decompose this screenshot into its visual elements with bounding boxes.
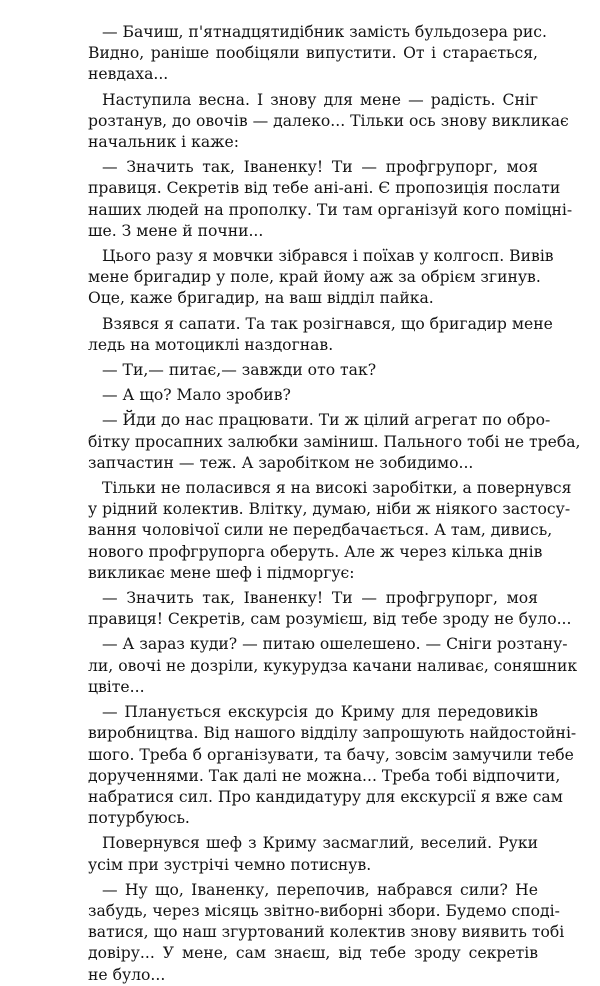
text-line: Взявся я сапати. Та так розігнався, що бригадир мене xyxy=(102,314,553,333)
text-line: бітку просапних залюбки заміниш. Пального тобі не треба, xyxy=(88,432,581,451)
text-line: мене бригадир у поле, край йому аж за обрієм згинув. xyxy=(88,268,541,287)
paragraph xyxy=(88,385,538,406)
text-line: наших людей на прополку. Ти там організуй кого поміцні- xyxy=(88,200,573,219)
paragraph xyxy=(88,157,573,242)
text-line: — Ти,— питає,— завжди ото так? xyxy=(102,361,377,380)
paragraph xyxy=(88,833,538,875)
text-line: — А що? Мало зробив? xyxy=(102,386,291,405)
paragraph xyxy=(88,634,578,698)
text-line: виробництва. Від нашого відділу запрошують найдостойні- xyxy=(88,724,577,743)
text-line: правиця. Секретів від тебе ані-ані. Є пропозиція послати xyxy=(88,179,561,198)
text-line: усім при зустрічі чемно потиснув. xyxy=(88,855,372,874)
paragraph xyxy=(88,702,577,829)
paragraph xyxy=(88,410,581,474)
text-line: цвіте... xyxy=(88,677,145,696)
text-line: запчастин — теж. А заробітком не зобидимо... xyxy=(88,453,474,472)
text-line: ледь на мотоциклі наздогнав. xyxy=(88,335,334,354)
paragraph xyxy=(88,588,572,630)
text-line: ли, овочі не дозріли, кукурудза качани наливає, соняшник xyxy=(88,656,578,675)
text-line: нового профгрупорга оберуть. Але ж через кілька днів xyxy=(88,542,543,561)
text-line: — Значить так, Іваненку! Ти — профгрупорг, моя xyxy=(102,158,538,177)
paragraph xyxy=(88,22,547,86)
paragraph xyxy=(88,478,572,584)
text-line: у рідний колектив. Влітку, думаю, ніби ж ніякого застосу- xyxy=(88,500,571,519)
paragraph xyxy=(88,880,565,986)
text-line: начальник і каже: xyxy=(88,133,239,152)
text-line: забудь, через місяць звітно-виборні збори. Будемо сподi- xyxy=(88,901,560,920)
text-line: — Йди до нас працювати. Ти ж цілий агрегат по обро- xyxy=(102,411,551,430)
text-line: викликає мене шеф і підморгує: xyxy=(88,563,355,582)
text-line: не було... xyxy=(88,965,166,984)
text-line: — Ну що, Іваненку, перепочив, набрався сили? Не xyxy=(102,880,538,899)
text-line: набратися сил. Про кандидатуру для екскурсії я вже сам xyxy=(88,787,563,806)
text-line: ватися, що наш згуртований колектив знову виявить тобі xyxy=(88,923,565,942)
text-line: невдаха... xyxy=(88,65,169,84)
paragraph xyxy=(88,246,554,310)
text-line: довіру... У мене, сам знаєш, від тебе зроду секретів xyxy=(88,944,538,963)
text-line: — Планується екскурсія до Криму для передовиків xyxy=(102,703,538,722)
text-line: потурбуюсь. xyxy=(88,809,190,828)
paragraph xyxy=(88,360,538,381)
text-line: дорученнями. Так далі не можна... Треба тобі відпочити, xyxy=(88,766,561,785)
book-page-text xyxy=(88,22,581,986)
text-line: вання чоловічої сили не передбачається. А там, дивись, xyxy=(88,521,553,540)
text-line: Цього разу я мовчки зібрався і поїхав у колгосп. Вивів xyxy=(102,247,554,266)
text-line: Наступила весна. І знову для мене — радість. Сніг xyxy=(102,90,538,109)
text-line: правиця! Секретів, сам розумієш, від тебе зроду не було... xyxy=(88,610,572,629)
text-line: ше. З мене й почни... xyxy=(88,221,264,240)
paragraph xyxy=(88,90,569,154)
text-line: — А зараз куди? — питаю ошелешено. — Сніги розтану- xyxy=(102,635,568,654)
text-line: — Значить так, Іваненку! Ти — профгрупорг, моя xyxy=(102,589,538,608)
text-line: розтанув, до овочів — далеко... Тільки ось знову викликає xyxy=(88,111,569,130)
text-line: Видно, раніше пообіцяли випустити. От і старається, xyxy=(88,44,538,63)
text-line: Тільки не поласився я на високі заробітки, а повернувся xyxy=(102,479,572,498)
text-line: Оце, каже бригадир, на ваш відділ пайка. xyxy=(88,289,434,308)
text-line: шого. Треба б організувати, та бачу, зовсім замучили тебе xyxy=(88,745,574,764)
paragraph xyxy=(88,314,553,356)
text-line: Повернувся шеф з Криму засмаглий, веселий. Руки xyxy=(102,834,538,853)
text-line: — Бачиш, п'ятнадцятидібник замість бульдозера рис. xyxy=(102,23,547,41)
